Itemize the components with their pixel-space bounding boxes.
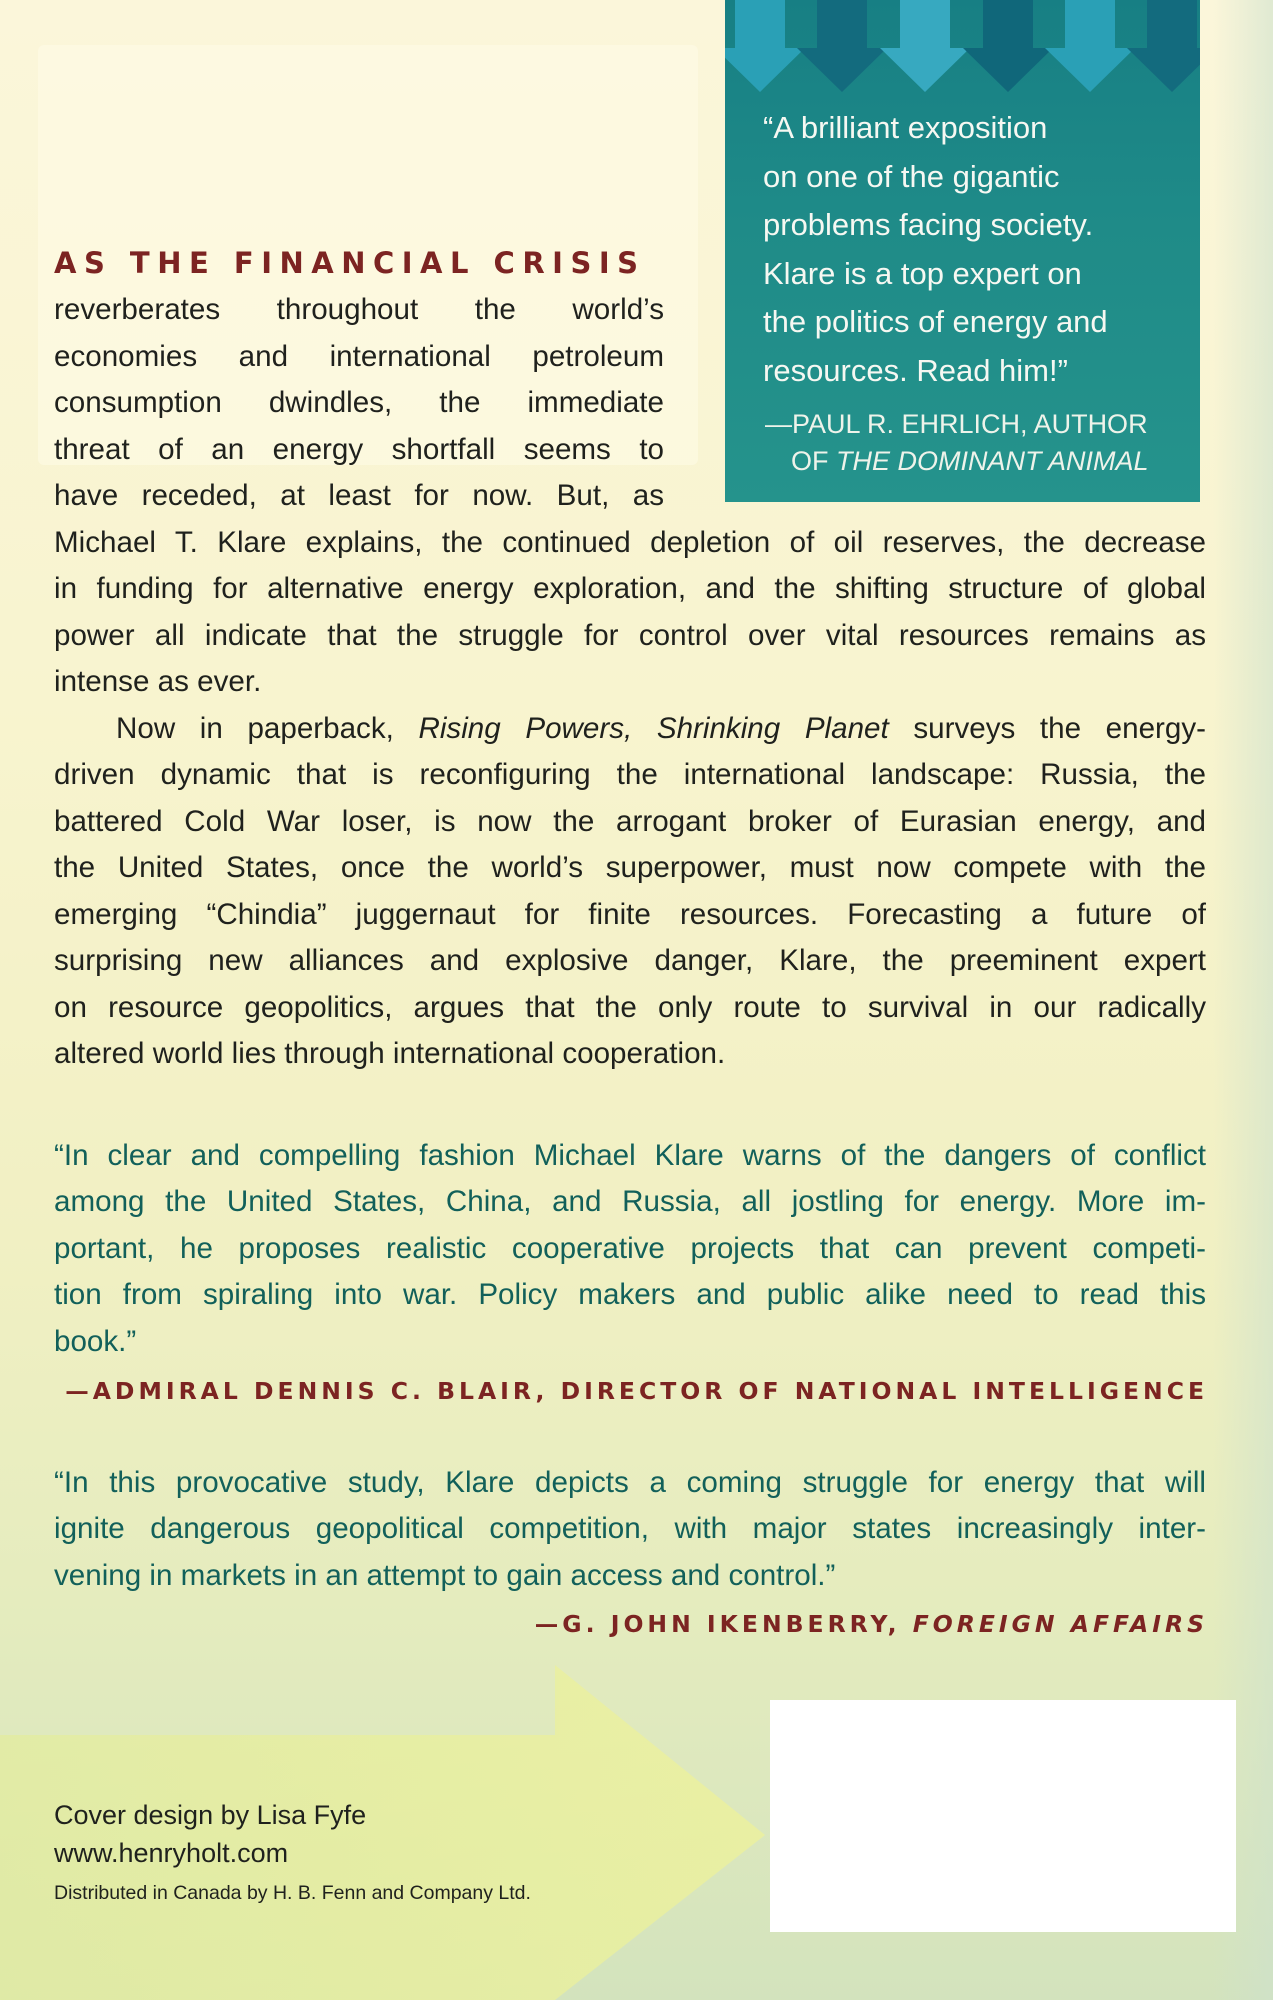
quote-line: “A brilliant exposition — [763, 110, 1048, 145]
quote-line: resources. Read him!” — [763, 352, 1068, 388]
blair-credit: —ADMIRAL DENNIS C. BLAIR, DIRECTOR OF NATIONAL INTELLIGENCE — [65, 1377, 1208, 1405]
attribution-of: OF — [791, 446, 836, 476]
attribution-book-line — [765, 443, 1185, 480]
ikenberry-quote-line: vening in markets in an attempt to gain access and control.” — [54, 1559, 836, 1592]
body-line: have receded, at least for now. But, as — [54, 479, 664, 512]
blair-quote-line: tion from spiraling into war. Policy makers and public alike need to read this — [54, 1278, 1206, 1311]
description-headline: AS THE FINANCIAL CRISIS — [54, 246, 646, 280]
blair-quote-line: book.” — [54, 1325, 137, 1358]
teal-quote-box — [725, 0, 1200, 502]
body-line: reverberates throughout the world’s — [54, 293, 664, 326]
body-line: in funding for alternative energy exploration, and the shifting structure of global — [54, 572, 1206, 605]
blair-quote-line: among the United States, China, and Russia, all jostling for energy. More im- — [54, 1185, 1206, 1218]
body-line: Michael T. Klare explains, the continued depletion of oil reserves, the decrease — [54, 526, 1206, 559]
quote-attribution — [765, 406, 1185, 480]
quote-line: problems facing society. — [763, 207, 1094, 242]
body-line: threat of an energy shortfall seems to — [54, 433, 664, 466]
body-line: altered world lies through international cooperation. — [54, 1037, 726, 1070]
body-line: consumption dwindles, the immediate — [54, 386, 664, 419]
credit-name: —G. JOHN IKENBERRY, — [534, 1610, 913, 1638]
body-line: emerging “Chindia” juggernaut for finite resources. Forecasting a future of — [54, 898, 1206, 931]
blair-quote-line: “In clear and compelling fashion Michael Klare warns of the dangers of conflict — [54, 1139, 1206, 1172]
ikenberry-quote-line: ignite dangerous geopolitical competition, with major states increasingly inter- — [54, 1512, 1206, 1545]
background-arrow-shape — [0, 1665, 790, 2000]
quote-line: the politics of energy and — [763, 304, 1108, 339]
quote-line: on one of the gigantic — [763, 158, 1060, 194]
body-line: on resource geopolitics, argues that the only route to survival in our radically — [54, 991, 1206, 1024]
distribution-note: Distributed in Canada by H. B. Fenn and Company Ltd. — [54, 1882, 531, 1904]
body-line: power all indicate that the struggle for control over vital resources remains as — [54, 619, 1206, 652]
ikenberry-quote-line: “In this provocative study, Klare depicts a coming struggle for energy that will — [54, 1466, 1206, 1499]
body-line: intense as ever. — [54, 665, 262, 698]
blair-quote-line: portant, he proposes realistic cooperative projects that can prevent competi- — [54, 1232, 1206, 1265]
body-line: the United States, once the world’s superpower, must now compete with the — [54, 851, 1206, 884]
body-line: economies and international petroleum — [54, 340, 664, 373]
book-title: Rising Powers, Shrinking Planet — [418, 712, 889, 745]
attribution-book-title: THE DOMINANT ANIMAL — [836, 446, 1149, 476]
body-text: Now in paperback, — [116, 712, 419, 745]
publisher-website: www.henryholt.com — [54, 1838, 289, 1868]
body-text: surveys the energy- — [888, 712, 1206, 745]
body-line — [116, 706, 1206, 753]
praise-quote-ehrlich — [763, 104, 1183, 395]
attribution-author: —PAUL R. EHRLICH, AUTHOR — [765, 409, 1148, 439]
credit-publication: FOREIGN AFFAIRS — [912, 1610, 1208, 1638]
quote-line: Klare is a top expert on — [763, 255, 1082, 291]
body-line: battered Cold War loser, is now the arrogant broker of Eurasian energy, and — [54, 805, 1206, 838]
barcode-area — [770, 1700, 1236, 1932]
body-line: surprising new alliances and explosive danger, Klare, the preeminent expert — [54, 944, 1206, 977]
down-arrow-icon — [725, 0, 1200, 95]
cover-design-credit: Cover design by Lisa Fyfe — [54, 1800, 367, 1830]
body-line: driven dynamic that is reconfiguring the international landscape: Russia, the — [54, 758, 1206, 791]
ikenberry-credit — [535, 1610, 1208, 1638]
